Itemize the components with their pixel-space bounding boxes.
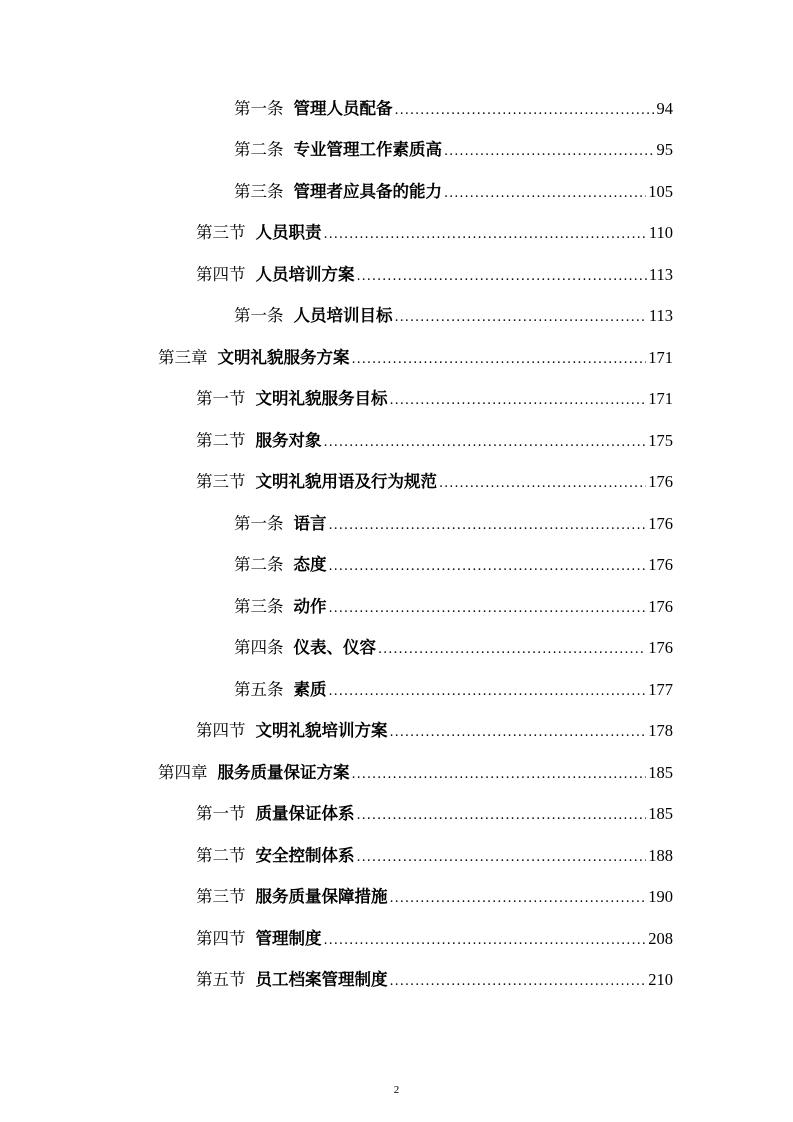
toc-entry-number: 第二节 <box>196 845 246 865</box>
toc-entry[interactable] <box>0 89 793 131</box>
toc-entry[interactable] <box>0 380 793 422</box>
toc-dot-leader <box>357 805 647 827</box>
toc-dot-leader <box>329 681 647 703</box>
toc-entry[interactable] <box>0 836 793 878</box>
toc-entry-number: 第五条 <box>234 679 284 699</box>
toc-entry-number: 第三条 <box>234 596 284 616</box>
toc-entry-number: 第二节 <box>196 430 246 450</box>
toc-entry[interactable] <box>0 463 793 505</box>
toc-dot-leader <box>329 598 647 620</box>
toc-dot-leader <box>378 639 646 661</box>
toc-entry-page: 113 <box>648 264 673 284</box>
toc-entry-page: 175 <box>648 430 673 450</box>
toc-entry-page: 176 <box>648 638 673 658</box>
toc-entry-number: 第三节 <box>196 887 246 907</box>
toc-entry-number: 第一条 <box>234 306 284 326</box>
toc-entry[interactable] <box>0 504 793 546</box>
toc-entry[interactable] <box>0 546 793 588</box>
toc-entry-title: 素质 <box>293 679 327 699</box>
toc-entry-page: 171 <box>648 389 673 409</box>
toc-entry-page: 188 <box>648 845 673 865</box>
toc-entry-page: 208 <box>648 928 673 948</box>
toc-entry-title: 管理制度 <box>255 928 322 948</box>
toc-entry[interactable] <box>0 421 793 463</box>
toc-entry-page: 176 <box>648 596 673 616</box>
toc-entry[interactable] <box>0 753 793 795</box>
toc-entry-title: 态度 <box>293 555 327 575</box>
toc-entry-number: 第四节 <box>196 928 246 948</box>
toc-entry-title: 员工档案管理制度 <box>255 970 388 990</box>
toc-entry[interactable] <box>0 712 793 754</box>
toc-dot-leader <box>352 764 647 786</box>
toc-entry-title: 动作 <box>293 596 327 616</box>
page-number: 2 <box>393 1084 400 1096</box>
toc-entry[interactable] <box>0 670 793 712</box>
toc-entry-number: 第三条 <box>234 181 284 201</box>
toc-dot-leader <box>357 266 647 288</box>
toc-entry[interactable] <box>0 214 793 256</box>
toc-entry[interactable] <box>0 297 793 339</box>
toc-entry[interactable] <box>0 878 793 920</box>
toc-entry[interactable] <box>0 961 793 1003</box>
toc-dot-leader <box>444 141 655 163</box>
toc-entry[interactable] <box>0 629 793 671</box>
toc-entry-page: 176 <box>648 472 673 492</box>
toc-entry-number: 第一节 <box>196 804 246 824</box>
toc-entry-page: 110 <box>648 223 673 243</box>
toc-dot-leader <box>329 556 647 578</box>
toc-entry-page: 171 <box>648 347 673 367</box>
toc-entry[interactable] <box>0 172 793 214</box>
toc-entry-number: 第四节 <box>196 264 246 284</box>
toc-dot-leader <box>390 971 647 993</box>
toc-entry-title: 文明礼貌服务目标 <box>255 389 388 409</box>
toc-dot-leader <box>439 473 646 495</box>
toc-dot-leader <box>329 515 647 537</box>
toc-entry-page: 185 <box>648 762 673 782</box>
toc-entry-number: 第二条 <box>234 555 284 575</box>
toc-entry-number: 第一条 <box>234 98 284 118</box>
toc-entry-page: 178 <box>648 721 673 741</box>
toc-entry-title: 人员培训方案 <box>255 264 355 284</box>
toc-entry-title: 服务对象 <box>255 430 322 450</box>
toc-entry-number: 第三节 <box>196 472 246 492</box>
toc-dot-leader <box>324 432 647 454</box>
toc-entry-page: 210 <box>648 970 673 990</box>
toc-entry-number: 第一条 <box>234 513 284 533</box>
toc-entry-title: 人员培训目标 <box>293 306 393 326</box>
toc-dot-leader <box>390 722 647 744</box>
toc-entry-title: 管理者应具备的能力 <box>293 181 442 201</box>
toc-dot-leader <box>390 888 647 910</box>
toc-dot-leader <box>395 100 655 122</box>
toc-entry[interactable] <box>0 587 793 629</box>
toc-entry-page: 94 <box>656 98 673 118</box>
toc-dot-leader <box>352 349 647 371</box>
toc-entry-number: 第五节 <box>196 970 246 990</box>
toc-dot-leader <box>390 390 647 412</box>
toc-entry-number: 第四章 <box>158 762 208 782</box>
toc-entry-page: 176 <box>648 555 673 575</box>
toc-dot-leader <box>324 930 647 952</box>
toc-entry-page: 177 <box>648 679 673 699</box>
toc-entry-page: 185 <box>648 804 673 824</box>
toc-entry-page: 176 <box>648 513 673 533</box>
toc-entry-title: 质量保证体系 <box>255 804 355 824</box>
table-of-contents <box>0 89 793 1002</box>
toc-dot-leader <box>357 847 647 869</box>
toc-dot-leader <box>444 183 646 205</box>
toc-entry-title: 管理人员配备 <box>293 98 393 118</box>
toc-entry[interactable] <box>0 131 793 173</box>
toc-entry-title: 服务质量保证方案 <box>217 762 350 782</box>
toc-entry-number: 第四节 <box>196 721 246 741</box>
toc-entry-title: 仪表、仪容 <box>293 638 376 658</box>
toc-entry-number: 第二条 <box>234 140 284 160</box>
toc-entry-title: 专业管理工作素质高 <box>293 140 442 160</box>
toc-entry-number: 第一节 <box>196 389 246 409</box>
toc-entry-number: 第三章 <box>158 347 208 367</box>
toc-entry-page: 105 <box>648 181 673 201</box>
toc-entry-title: 语言 <box>293 513 327 533</box>
toc-entry-title: 文明礼貌服务方案 <box>217 347 350 367</box>
toc-entry-number: 第四条 <box>234 638 284 658</box>
toc-entry-page: 190 <box>648 887 673 907</box>
toc-entry-title: 文明礼貌用语及行为规范 <box>255 472 437 492</box>
toc-entry-title: 服务质量保障措施 <box>255 887 388 907</box>
toc-entry-page: 95 <box>656 140 673 160</box>
toc-entry[interactable] <box>0 795 793 837</box>
toc-entry[interactable] <box>0 919 793 961</box>
toc-entry[interactable] <box>0 338 793 380</box>
toc-entry[interactable] <box>0 255 793 297</box>
toc-entry-number: 第三节 <box>196 223 246 243</box>
toc-dot-leader <box>395 307 647 329</box>
toc-entry-title: 安全控制体系 <box>255 845 355 865</box>
toc-entry-title: 文明礼貌培训方案 <box>255 721 388 741</box>
toc-entry-page: 113 <box>648 306 673 326</box>
toc-dot-leader <box>324 224 647 246</box>
toc-entry-title: 人员职责 <box>255 223 322 243</box>
